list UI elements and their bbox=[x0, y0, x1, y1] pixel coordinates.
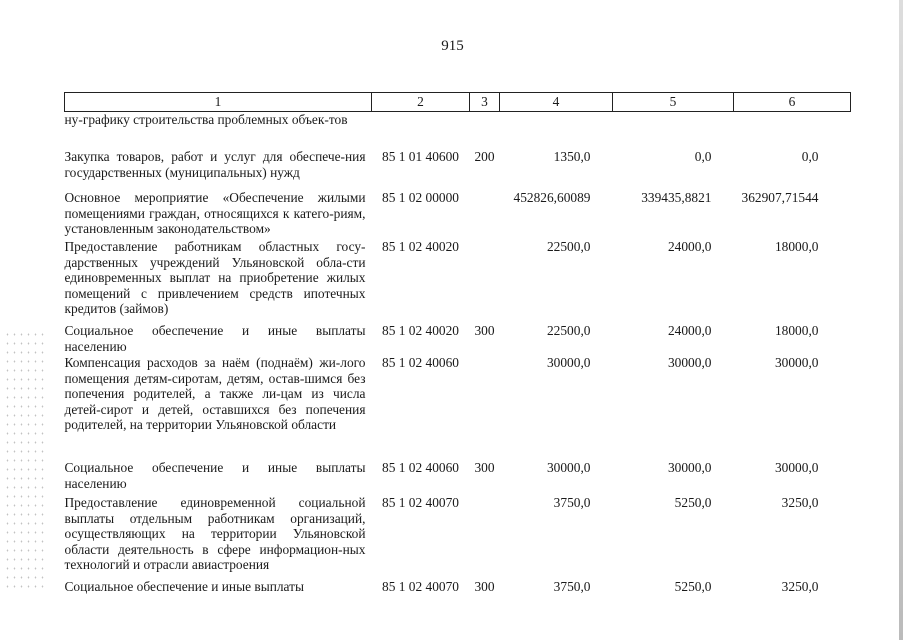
row-value-6: 362907,71544 bbox=[741, 190, 819, 205]
row-value-4: 22500,0 bbox=[546, 239, 591, 254]
row-value-6: 3250,0 bbox=[781, 579, 819, 594]
table-row bbox=[65, 187, 851, 239]
row-name: Социальное обеспечение и иные выплаты населению bbox=[64, 323, 366, 354]
row-value-6 bbox=[734, 112, 851, 145]
row-name: Компенсация расходов за наём (поднаём) жи-лого помещения детям-сиротам, детям, остав-шимся без попечения родителей, а также ли-цам из числа детей-сирот и детей, оставшихся без попечения родителей, на территории Ульяновской области bbox=[64, 355, 366, 432]
row-value-4: 30000,0 bbox=[546, 460, 591, 475]
header-col-6: 6 bbox=[734, 93, 851, 112]
row-value-5: 24000,0 bbox=[667, 239, 712, 254]
row-vr bbox=[470, 187, 500, 239]
table-row bbox=[65, 323, 851, 355]
budget-table bbox=[64, 92, 851, 597]
row-name: Предоставление работникам областных госу-дарственных учреждений Ульяновской обла-сти единовременных выплат на приобретение жилых помещений с привлечением средств ипотечных кредитов (займов) bbox=[64, 239, 366, 316]
row-name: Социальное обеспечение и иные выплаты bbox=[64, 579, 305, 594]
row-value-5 bbox=[613, 112, 734, 145]
row-value-4 bbox=[500, 112, 613, 145]
row-code: 85 1 02 40070 bbox=[382, 495, 459, 510]
row-value-5: 5250,0 bbox=[674, 579, 712, 594]
row-value-5: 30000,0 bbox=[667, 460, 712, 475]
scan-edge bbox=[899, 0, 903, 640]
header-col-5: 5 bbox=[613, 93, 734, 112]
row-vr: 200 bbox=[474, 149, 495, 164]
row-value-6: 3250,0 bbox=[781, 495, 819, 510]
row-value-5: 339435,8821 bbox=[641, 190, 712, 205]
row-vr bbox=[470, 239, 500, 323]
row-value-6: 0,0 bbox=[801, 149, 819, 164]
row-code: 85 1 01 40600 bbox=[382, 149, 459, 164]
row-code: 85 1 02 40070 bbox=[382, 579, 459, 594]
table-row bbox=[65, 112, 851, 145]
table-row bbox=[65, 491, 851, 579]
scan-noise bbox=[4, 330, 44, 590]
row-code: 85 1 02 40060 bbox=[382, 460, 459, 475]
row-name: Предоставление единовременной социальной выплаты отдельным работникам организаций, осуществляющих на территории Ульяновской области деятельность в сфере информацион-ных технологий и отрасли авиастроения bbox=[64, 495, 366, 572]
row-value-6: 18000,0 bbox=[774, 323, 819, 338]
row-vr bbox=[470, 355, 500, 457]
table-row bbox=[65, 355, 851, 457]
table-row bbox=[65, 457, 851, 491]
row-code: 85 1 02 40060 bbox=[382, 355, 459, 370]
table-row bbox=[65, 579, 851, 597]
table-row bbox=[65, 239, 851, 323]
row-name: ну-графику строительства проблемных объек-тов bbox=[64, 112, 348, 127]
row-code: 85 1 02 40020 bbox=[382, 239, 459, 254]
header-col-4: 4 bbox=[500, 93, 613, 112]
page-number: 915 bbox=[441, 38, 464, 54]
row-value-4: 3750,0 bbox=[553, 495, 591, 510]
row-code: 85 1 02 40020 bbox=[382, 323, 459, 338]
row-value-4: 30000,0 bbox=[546, 355, 591, 370]
row-vr: 300 bbox=[474, 579, 495, 594]
row-vr: 300 bbox=[474, 460, 495, 475]
row-value-6: 30000,0 bbox=[774, 460, 819, 475]
table-row bbox=[65, 144, 851, 187]
row-value-5: 30000,0 bbox=[667, 355, 712, 370]
row-vr bbox=[470, 112, 500, 145]
header-col-3: 3 bbox=[470, 93, 500, 112]
row-name: Основное мероприятие «Обеспечение жилыми помещениями граждан, относящихся к катего-риям, установленным законодательством» bbox=[64, 190, 366, 236]
row-value-6: 18000,0 bbox=[774, 239, 819, 254]
row-name: Социальное обеспечение и иные выплаты населению bbox=[64, 460, 366, 491]
header-row bbox=[65, 93, 851, 112]
row-value-4: 3750,0 bbox=[553, 579, 591, 594]
row-value-5: 24000,0 bbox=[667, 323, 712, 338]
row-code: 85 1 02 00000 bbox=[382, 190, 459, 205]
row-code bbox=[372, 112, 470, 145]
row-value-5: 5250,0 bbox=[674, 495, 712, 510]
row-value-4: 452826,60089 bbox=[513, 190, 591, 205]
row-vr bbox=[470, 491, 500, 579]
row-value-5: 0,0 bbox=[694, 149, 712, 164]
row-value-4: 1350,0 bbox=[553, 149, 591, 164]
header-col-1: 1 bbox=[65, 93, 372, 112]
row-value-6: 30000,0 bbox=[774, 355, 819, 370]
row-name: Закупка товаров, работ и услуг для обеспече-ния государственных (муниципальных) нужд bbox=[64, 149, 366, 180]
row-value-4: 22500,0 bbox=[546, 323, 591, 338]
header-col-2: 2 bbox=[372, 93, 470, 112]
row-vr: 300 bbox=[474, 323, 495, 338]
